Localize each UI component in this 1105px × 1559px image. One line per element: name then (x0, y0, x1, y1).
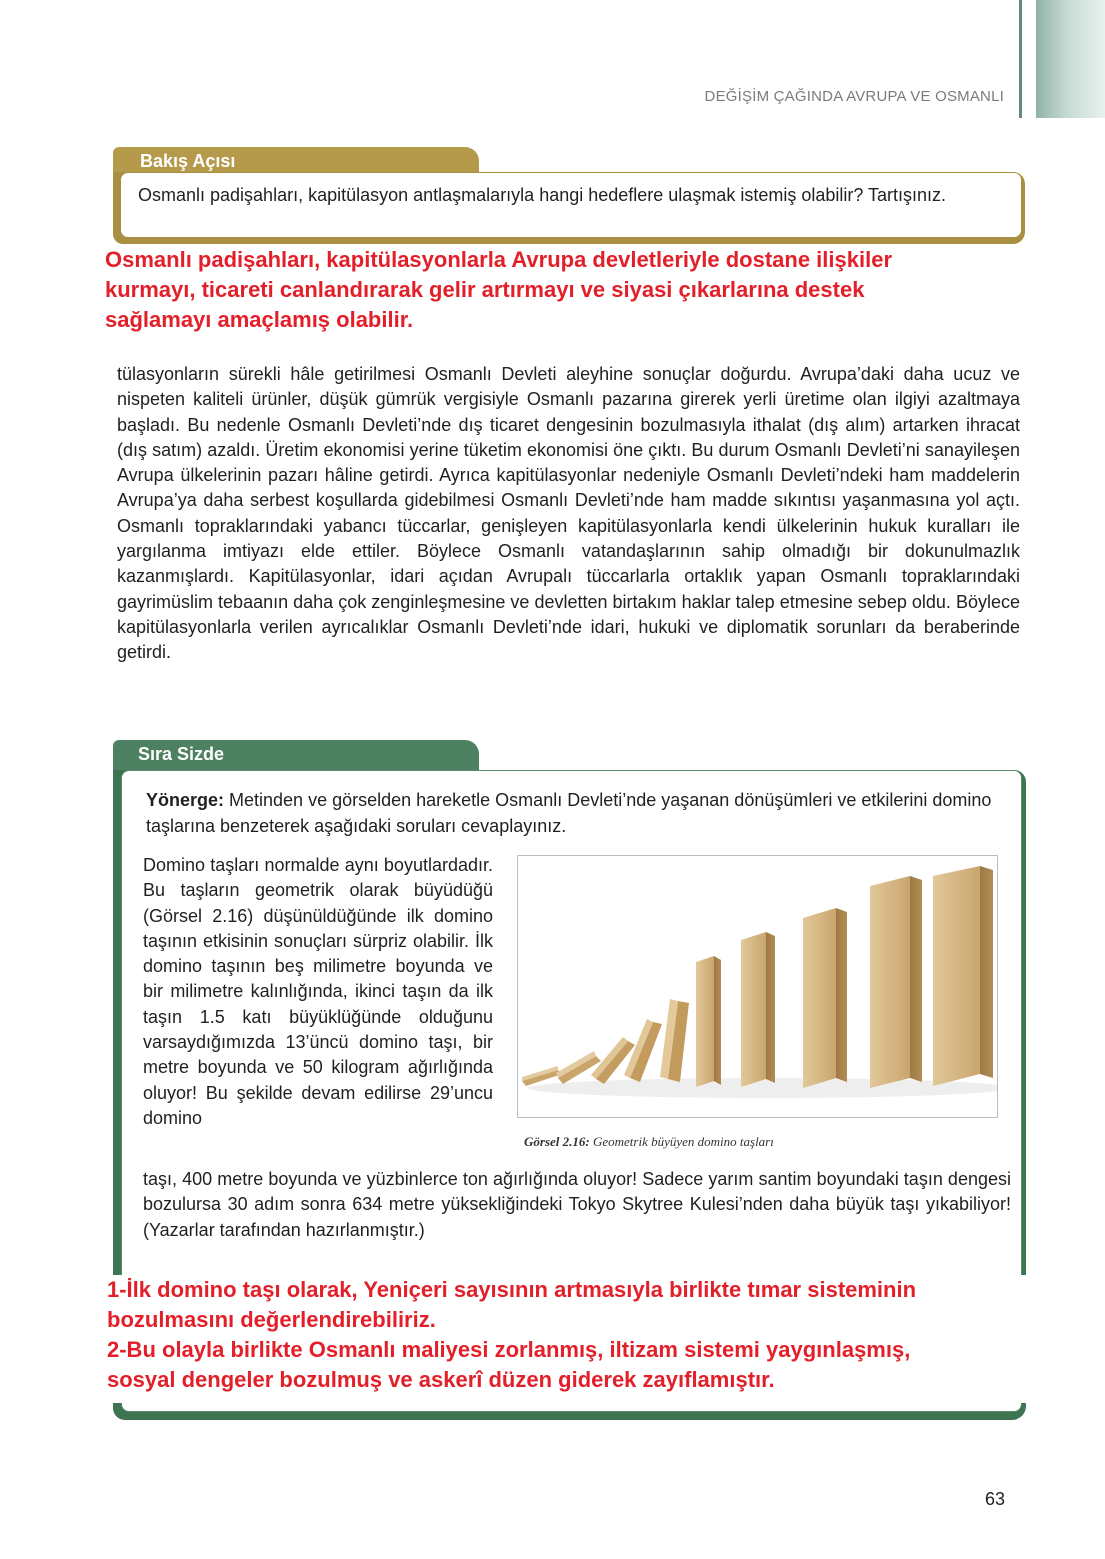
body-paragraph: tülasyonların sürekli hâle getirilmesi Osmanlı Devleti aleyhine sonuçlar doğurdu. Avrupa’daki daha ucuz ve nispeten kaliteli ürünler, düşük gümrük vergisiyle Osmanlı pazarına girerek yerli üretime olan ilgiyi azaltmaya başladı. Bu nedenle Osmanlı Devleti’nde dış ticaret dengesinin bozulmasıyla ithalat (dış alım) artarken ihracat (dış satım) azaldı. Üretim ekonomisi yerine tüketim ekonomisi öne çıktı. Bu durum Osmanlı Devleti’ni sanayileşen Avrupa ülkelerinin pazarı hâline getirdi. Ayrıca kapitülasyonlar nedeniyle Osmanlı Devleti’ndeki ham maddelerin Avrupa’ya daha serbest koşullarda gidebilmesi Osmanlı Devleti’nde ham madde sıkıntısı yaşanmasına yol açtı. Osmanlı topraklarındaki yabancı tüccarlar, genişleyen kapitülasyonlarla kendi ülkelerinin hukuk kuralları ile yargılanma imtiyazı elde ettiler. Böylece Osmanlı vatandaşlarının sahip olmadığı bir dokunulmazlık kazanmışlardı. Kapitülasyonlar, idari açıdan Avrupalı tüccarlarla ortaklık yapan Osmanlı topraklarındaki gayrimüslim tebaanın daha çok zenginleşmesine ve devletten birtakım haklar talep etmesine sebep oldu. Böylece kapitülasyonlarla verilen ayrıcalıklar Osmanlı Devleti’nde idari, hukuki ve diplomatik sorunları da beraberinde getirdi. (117, 364, 1020, 663)
figure-caption (524, 1134, 774, 1150)
answer-sira-sizde (107, 1275, 1027, 1395)
answer2-line: bozulmasını değerlendirebiliriz. (107, 1307, 436, 1332)
figure-caption-text: Geometrik büyüyen domino taşları (589, 1134, 774, 1149)
answer1-line: Osmanlı padişahları, kapitülasyonlarla Avrupa devletleriyle dostane ilişkiler (105, 247, 893, 272)
answer2-line: sosyal dengeler bozulmuş ve askerî düzen giderek zayıflamıştır. (107, 1367, 775, 1392)
chapter-title: DEĞİŞİM ÇAĞINDA AVRUPA VE OSMANLI (704, 88, 1004, 105)
bakis-acisi-question: Osmanlı padişahları, kapitülasyon antlaşmalarıyla hangi hedeflere ulaşmak istemiş olabilir? Tartışınız. (138, 185, 947, 205)
answer-bakis-acisi (105, 245, 1005, 335)
domino-figure (517, 855, 998, 1118)
figure-caption-label: Görsel 2.16: (524, 1134, 590, 1149)
yonerge-paragraph (146, 788, 1012, 839)
fallen-domino-group (522, 999, 689, 1086)
domino-paragraph-continued: taşı, 400 metre boyunda ve yüzbinlerce ton ağırlığında oluyor! Sadece yarım santim boyundaki taşın dengesi bozulursa 30 adım sonra 634 metre yüksekliğindeki Tokyo Skytree Kulesi’nden daha büyük taşı yıkabiliyor! (Yazarlar tarafından hazırlanmıştır.) (143, 1169, 1011, 1240)
standing-domino-group (696, 866, 993, 1088)
yonerge-text: Metinden ve görselden hareketle Osmanlı Devleti’nde yaşanan dönüşümleri ve etkilerini domino taşlarına benzeterek aşağıdaki soruları cevaplayınız. (146, 790, 992, 836)
header-color-block (1036, 0, 1105, 118)
bakis-acisi-title: Bakış Açısı (140, 151, 236, 171)
answer1-line: sağlamayı amaçlamış olabilir. (105, 307, 414, 332)
header-rule (1019, 0, 1022, 118)
answer2-line: 1-İlk domino taşı olarak, Yeniçeri sayısının artmasıyla birlikte tımar sisteminin (107, 1277, 917, 1302)
domino-illustration (518, 856, 997, 1117)
sira-sizde-title: Sıra Sizde (138, 744, 225, 764)
page-number: 63 (985, 1489, 1006, 1509)
yonerge-label: Yönerge: (146, 790, 225, 810)
answer2-line: 2-Bu olayla birlikte Osmanlı maliyesi zorlanmış, iltizam sistemi yaygınlaşmış, (107, 1337, 911, 1362)
domino-paragraph: Domino taşları normalde aynı boyutlardadır. Bu taşların geometrik olarak büyüdüğü (Görsel 2.16) düşünüldüğünde ilk domino taşının etkisinin sonuçları sürpriz olabilir. İlk domino taşının beş milimetre boyunda ve bir milimetre kalınlığında, ikinci taşın da ilk taşın 1.5 katı büyüklüğünde olduğunu varsaydığımızda 13’üncü domino taşı, bir metre boyunda ve 50 kilogram ağırlığında oluyor! Bu şekilde devam edilirse 29’uncu domino (143, 855, 493, 1128)
answer1-line: kurmayı, ticareti canlandırarak gelir artırmayı ve siyasi çıkarlarına destek (105, 277, 865, 302)
